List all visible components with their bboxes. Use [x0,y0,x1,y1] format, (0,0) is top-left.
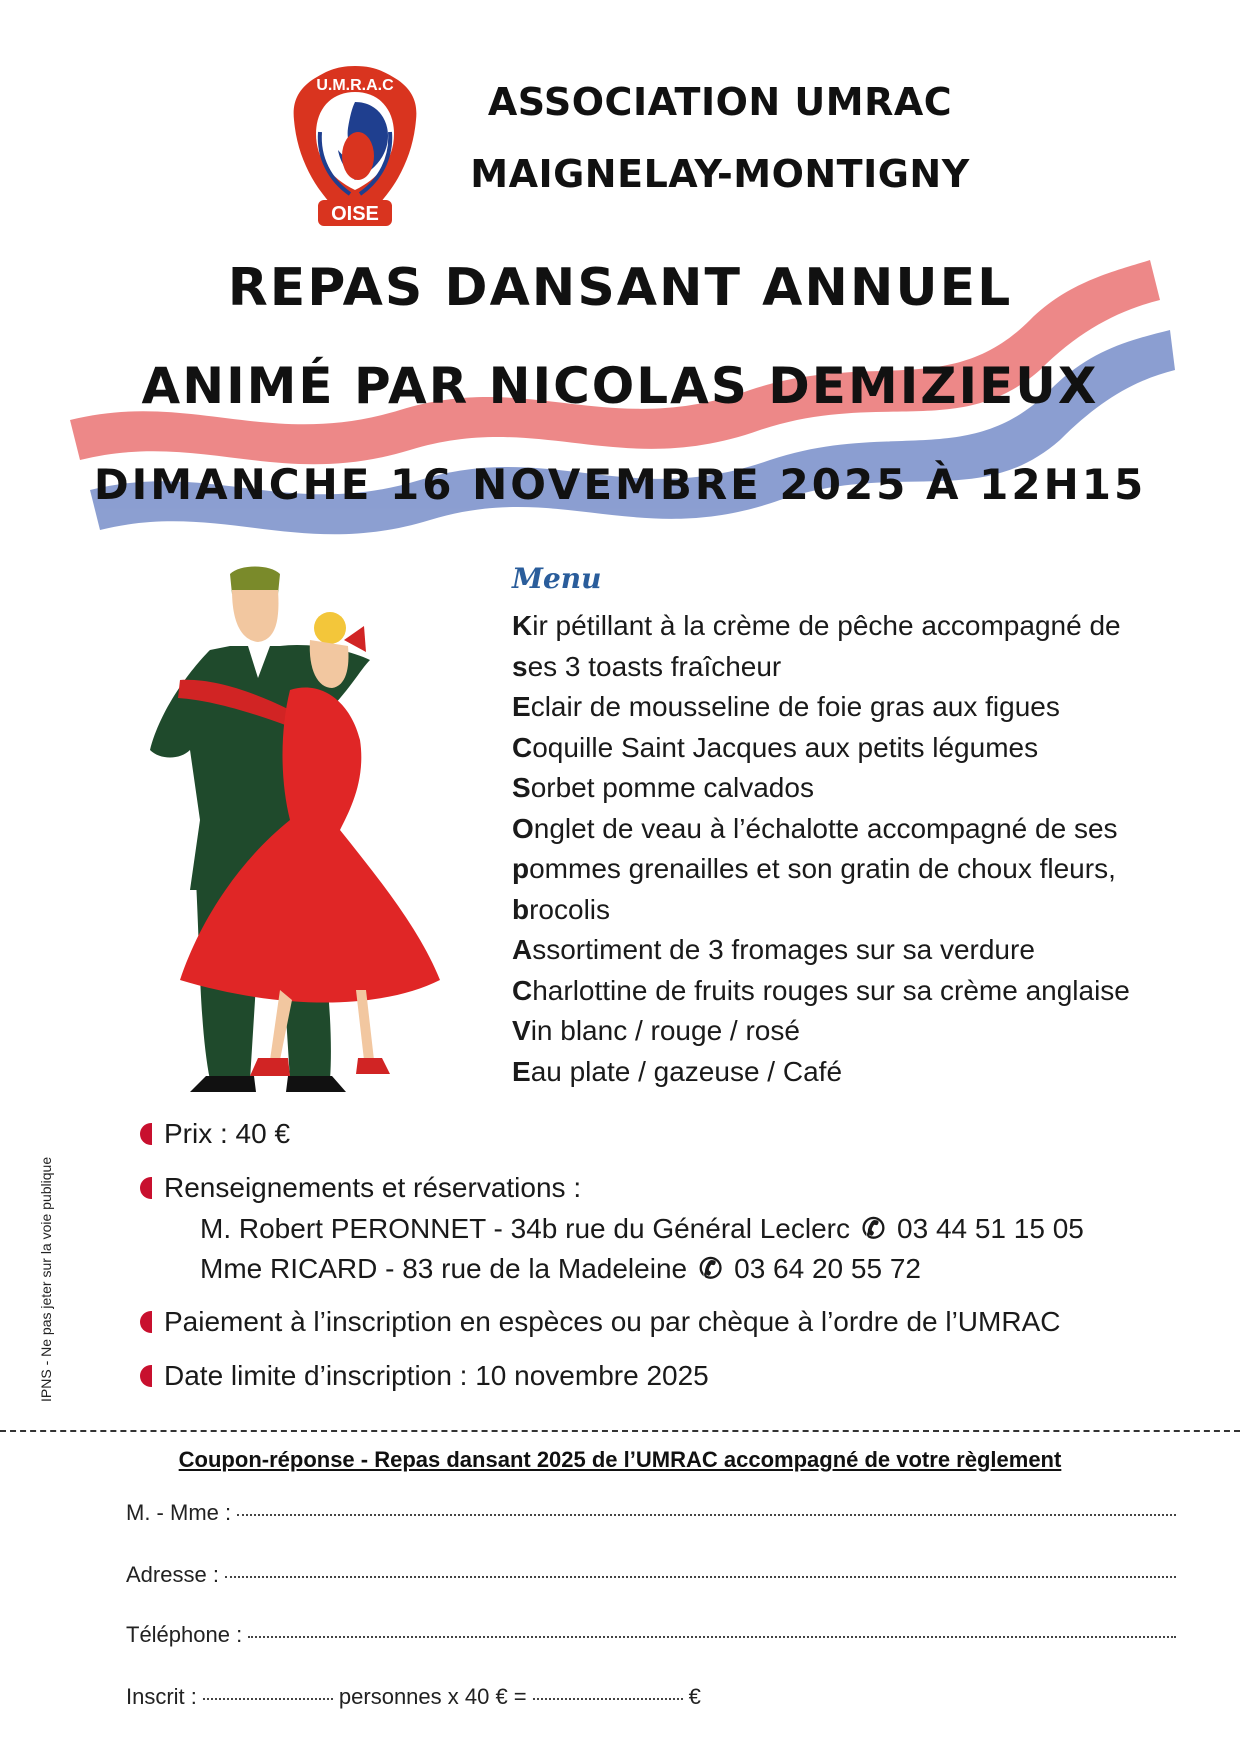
reservations-text: Renseignements et réservations : [164,1172,582,1203]
phone-icon: ✆ [861,1213,886,1244]
address-label: Adresse : [126,1562,219,1587]
woman-hair-bun [314,612,346,644]
inscrit-label: Inscrit : [126,1684,197,1709]
menu-item: Charlottine de fruits rouges sur sa crème anglaise [512,974,1130,1006]
menu-item: brocolis [512,893,611,925]
coupon-title: Coupon-réponse - Repas dansant 2025 de l’UMRAC accompagné de votre règlement [178,1447,1062,1472]
deadline-info [140,1360,1200,1392]
logo-bottom-text: OISE [331,203,379,225]
payment-text: Paiement à l’inscription en espèces ou par chèque à l’ordre de l’UMRAC [164,1306,1061,1337]
menu-item: Kir pétillant à la crème de pêche accompagné de [512,610,1121,641]
menu-item: Coquille Saint Jacques aux petits légumes [512,731,1039,763]
menu-item: Eau plate / gazeuse / Café [512,1055,843,1087]
event-title: REPAS DANSANT ANNUEL [227,258,1013,318]
dancing-couple-illustration [120,560,450,1095]
umrac-logo [290,62,420,230]
half-circle-bullet-icon [140,1123,152,1145]
name-fill-line[interactable] [237,1514,1176,1516]
address-field[interactable] [126,1562,1176,1588]
contact-ricard [200,1252,921,1285]
price-text: Prix : 40 € [164,1118,291,1149]
phone-fill-line[interactable] [248,1636,1176,1638]
half-circle-bullet-icon [140,1365,152,1387]
ipns-side-note: IPNS - Ne pas jeter sur la voie publique [38,1156,54,1402]
phone-label: Téléphone : [126,1622,243,1647]
menu-item: Assortiment de 3 fromages sur sa verdure [512,934,1035,965]
menu-item: pommes grenailles et son gratin de choux fleurs, [512,853,1116,884]
euro-sign: € [688,1684,701,1709]
menu-list [512,606,1212,1092]
menu-item: ses 3 toasts fraîcheur [512,650,782,682]
contact-phone: 03 44 51 15 05 [897,1213,1084,1244]
price-info [140,1118,1200,1150]
menu-item: Onglet de veau à l’échalotte accompagné de ses [512,812,1118,844]
menu-item: Eclair de mousseline de foie gras aux figues [512,691,1060,722]
address-fill-line[interactable] [225,1576,1176,1578]
persons-label: personnes x 40 € = [338,1684,527,1709]
man-shoes [190,1076,346,1092]
event-date: DIMANCHE 16 NOVEMBRE 2025 À 12H15 [93,460,1147,509]
logo-top-text: U.M.R.A.C [316,77,394,94]
contact-name: Mme RICARD - 83 rue de la Madeleine [200,1253,688,1284]
menu-title: Menu [512,562,602,595]
menu-item: Vin blanc / rouge / rosé [512,1015,800,1046]
reservations-info [140,1172,1200,1204]
total-fill-line[interactable] [533,1698,683,1700]
name-label: M. - Mme : [126,1500,232,1525]
cut-line-divider [0,1430,1240,1432]
persons-count-fill-line[interactable] [203,1698,333,1700]
payment-info [140,1306,1200,1338]
name-field[interactable] [126,1500,1176,1526]
deadline-text: Date limite d’inscription : 10 novembre 2025 [164,1360,709,1391]
event-host: ANIMÉ PAR NICOLAS DEMIZIEUX [141,357,1099,415]
man-head [232,590,278,642]
contact-name: M. Robert PERONNET - 34b rue du Général Leclerc [200,1213,850,1244]
contact-peronnet [200,1212,1084,1245]
man-hair [230,567,280,595]
logo-red-oval [342,132,374,180]
phone-field[interactable] [126,1622,1176,1648]
menu-item: Sorbet pomme calvados [512,772,814,803]
half-circle-bullet-icon [140,1177,152,1199]
association-name: ASSOCIATION UMRAC [487,80,953,124]
association-location: MAIGNELAY-MONTIGNY [470,152,970,196]
half-circle-bullet-icon [140,1311,152,1333]
phone-icon: ✆ [698,1253,723,1284]
contact-phone: 03 64 20 55 72 [734,1253,921,1284]
inscription-field[interactable] [126,1684,701,1710]
